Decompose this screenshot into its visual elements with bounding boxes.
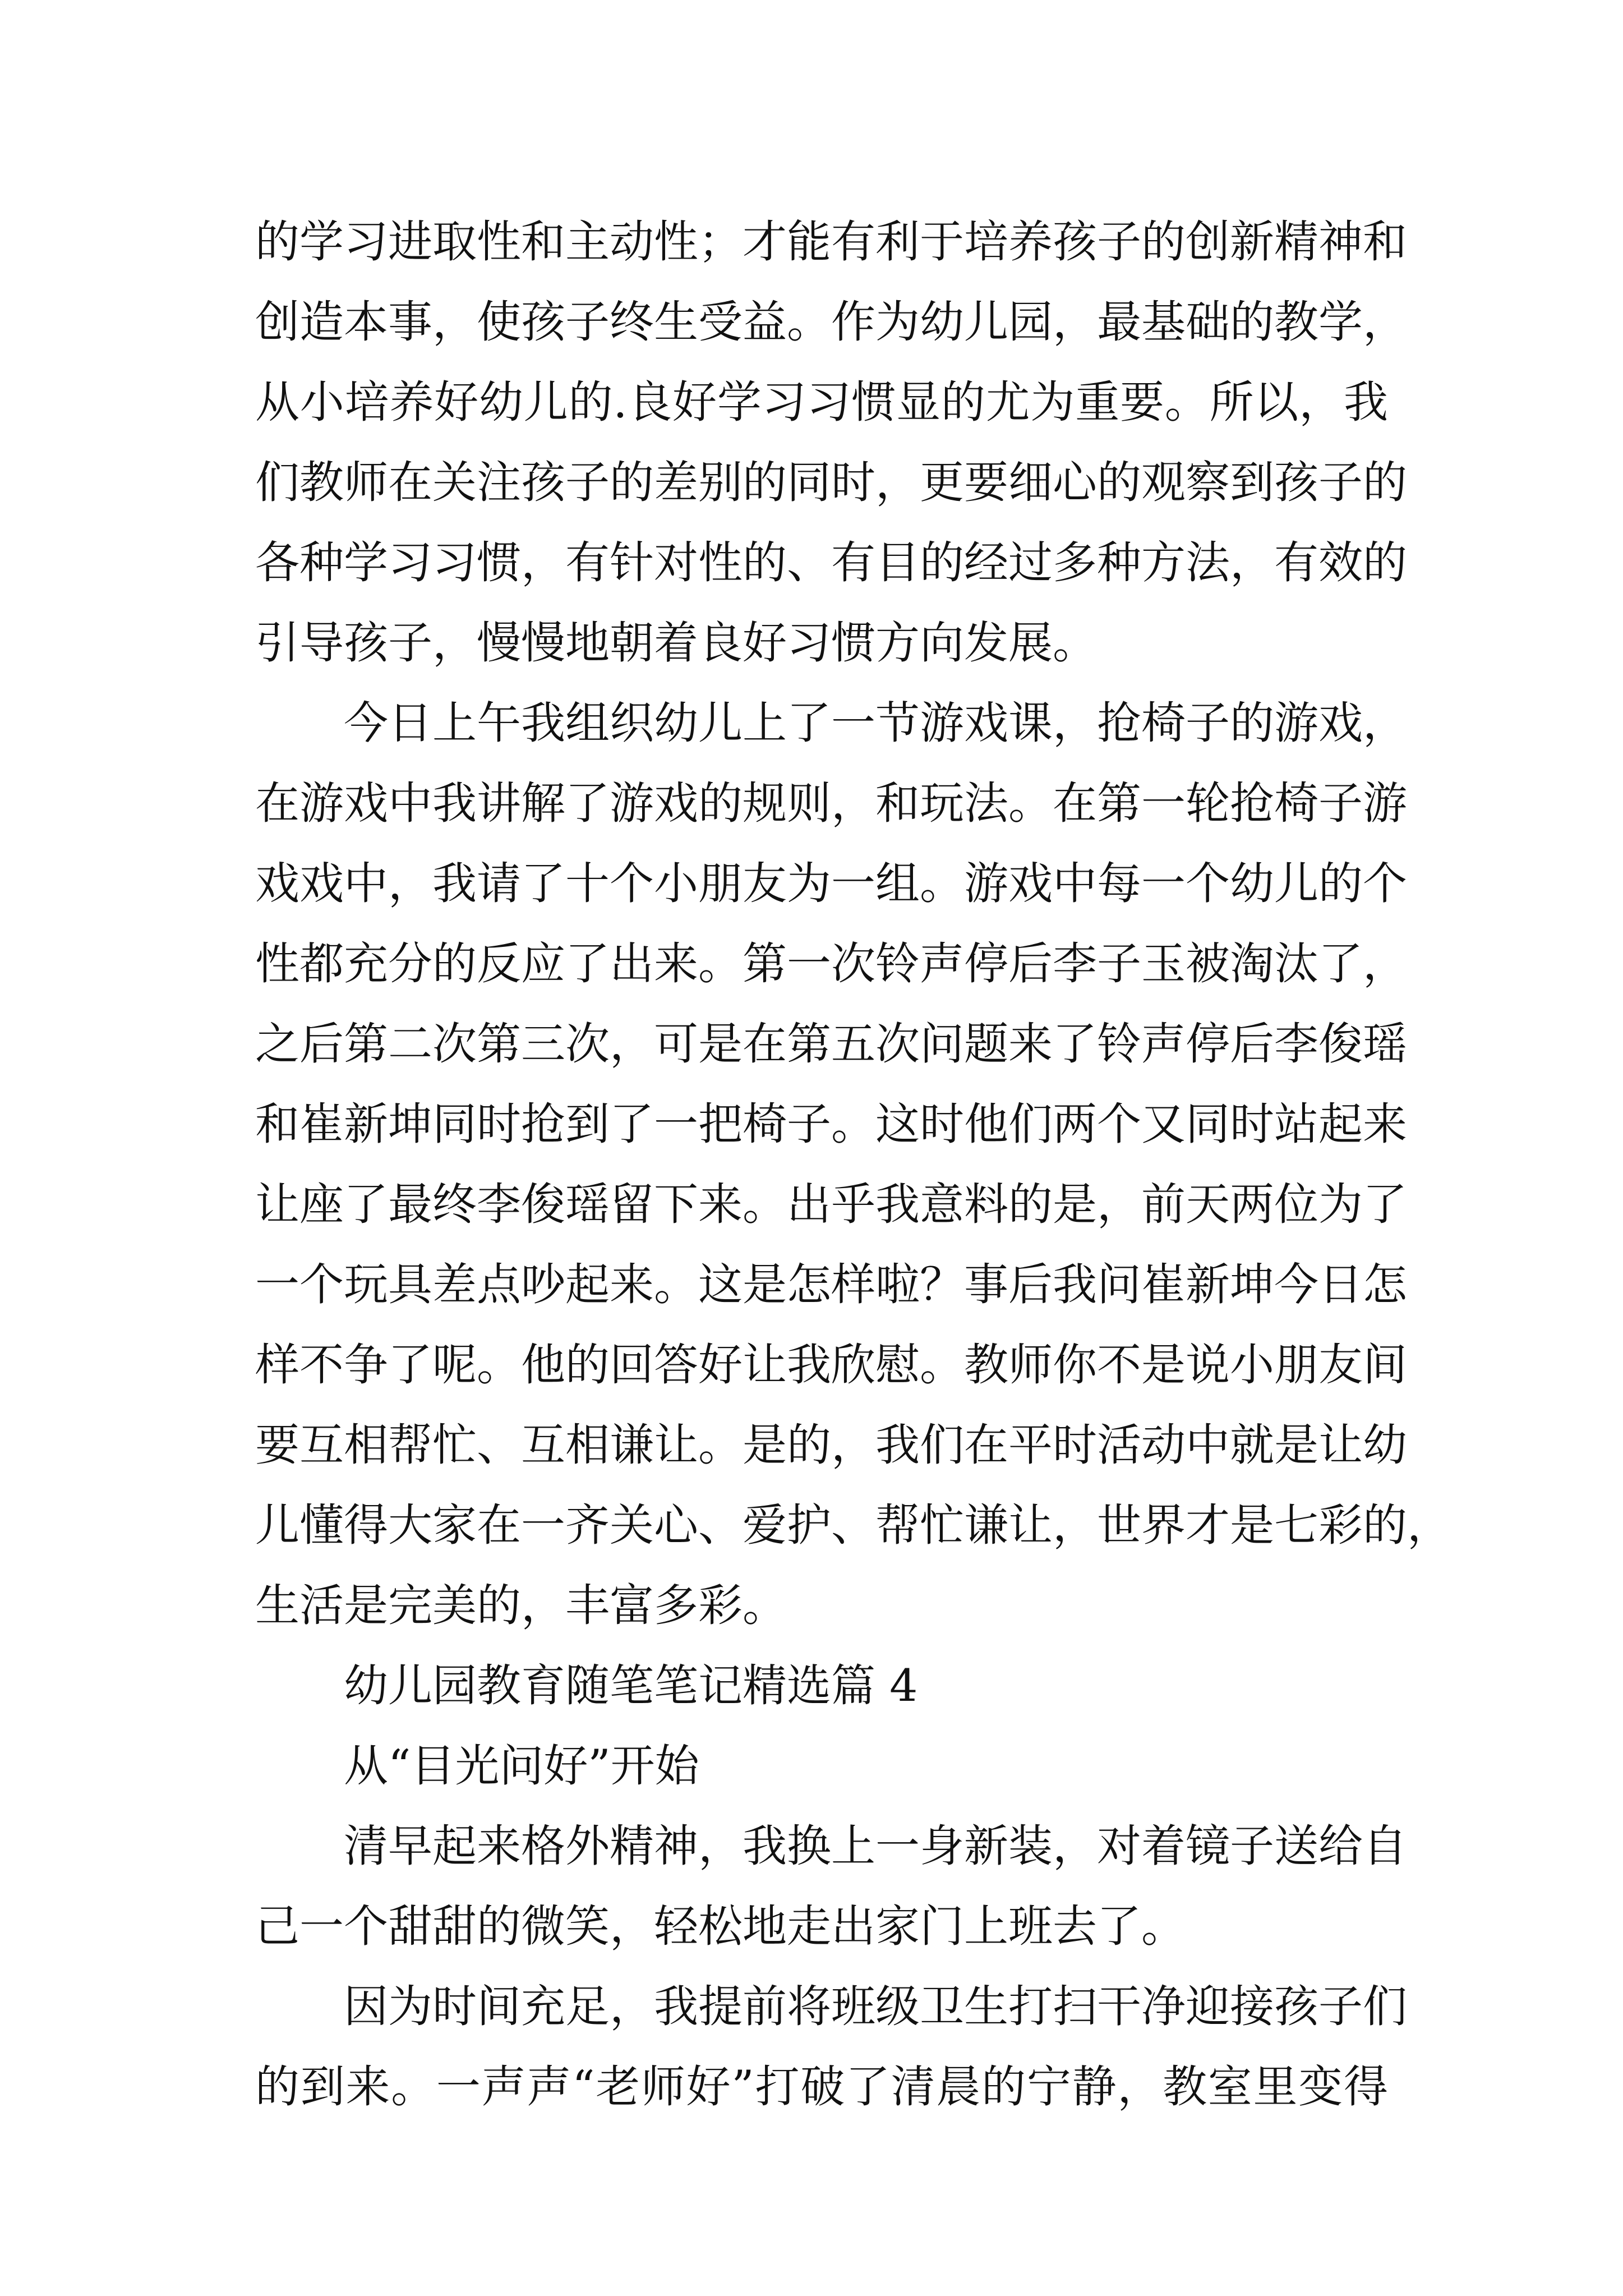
text-line: 们教师在关注孩子的差别的同时，更要细心的观察到孩子的 bbox=[255, 457, 1407, 508]
text-line: 各种学习习惯，有针对性的、有目的经过多种方法，有效的 bbox=[255, 537, 1407, 588]
text-line: 在游戏中我讲解了游戏的规则，和玩法。在第一轮抢椅子游 bbox=[255, 777, 1407, 829]
text-line: 从小培养好幼儿的.良好学习习惯显的尤为重要。所以，我 bbox=[255, 376, 1388, 428]
text-line: 今日上午我组织幼儿上了一节游戏课，抢椅子的游戏， bbox=[344, 697, 1407, 749]
text-line: 己一个甜甜的微笑，轻松地走出家门上班去了。 bbox=[255, 1901, 1186, 1952]
paragraph-3 bbox=[255, 1806, 1407, 1967]
text-line: 清早起来格外精神，我换上一身新装，对着镜子送给自 bbox=[344, 1820, 1407, 1872]
text-line: 儿懂得大家在一齐关心、爱护、帮忙谦让，世界才是七彩的， bbox=[255, 1499, 1451, 1551]
text-line: 生活是完美的，丰富多彩。 bbox=[255, 1580, 787, 1631]
text-line: 因为时间充足，我提前将班级卫生打扫干净迎接孩子们 bbox=[344, 1981, 1407, 2032]
paragraph-2 bbox=[255, 683, 1451, 1646]
text-line: 样不争了呢。他的回答好让我欣慰。教师你不是说小朋友间 bbox=[255, 1339, 1407, 1391]
paragraph-4 bbox=[255, 1967, 1407, 2127]
section-heading bbox=[255, 1646, 1388, 1726]
text-line: 之后第二次第三次，可是在第五次问题来了铃声停后李俊瑶 bbox=[255, 1018, 1407, 1070]
text-line: 要互相帮忙、互相谦让。是的，我们在平时活动中就是让幼 bbox=[255, 1419, 1407, 1471]
text-line: 的学习进取性和主动性；才能有利于培养孩子的创新精神和 bbox=[255, 216, 1407, 268]
document-body bbox=[255, 202, 1451, 2127]
text-line: 和崔新坤同时抢到了一把椅子。这时他们两个又同时站起来 bbox=[255, 1098, 1407, 1150]
text-line: 性都充分的反应了出来。第一次铃声停后李子玉被淘汰了， bbox=[255, 938, 1407, 990]
text-line: 引导孩子，慢慢地朝着良好习惯方向发展。 bbox=[255, 617, 1097, 669]
text-line: 创造本事，使孩子终生受益。作为幼儿园，最基础的教学， bbox=[255, 296, 1407, 348]
subtitle-text: 从“目光问好”开始 bbox=[344, 1740, 699, 1792]
text-line: 让座了最终李俊瑶留下来。出乎我意料的是，前天两位为了 bbox=[255, 1179, 1407, 1230]
text-line: 戏戏中，我请了十个小朋友为一组。游戏中每一个幼儿的个 bbox=[255, 858, 1407, 909]
heading-text: 幼儿园教育随笔笔记精选篇 4 bbox=[344, 1660, 918, 1711]
paragraph-1 bbox=[255, 202, 1407, 683]
text-line: 的到来。一声声“老师好”打破了清晨的宁静，教室里变得 bbox=[255, 2061, 1388, 2113]
text-line: 一个玩具差点吵起来。这是怎样啦？事后我问崔新坤今日怎 bbox=[255, 1259, 1407, 1310]
section-subtitle bbox=[255, 1726, 1388, 1806]
